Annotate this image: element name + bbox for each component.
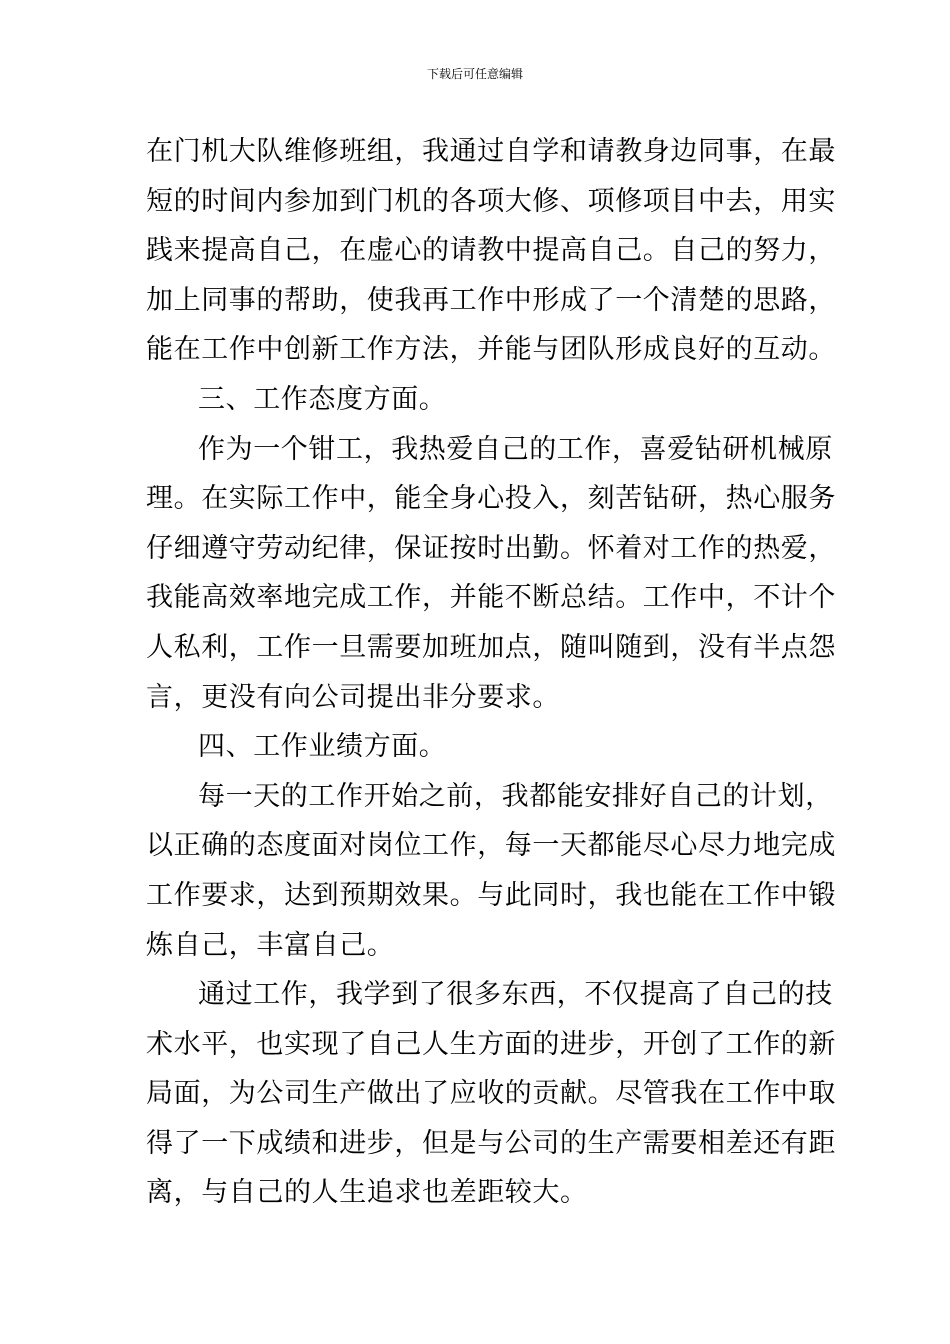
text-line: 仔细遵守劳动纪律，保证按时出勤。怀着对工作的热爱，: [146, 532, 836, 564]
text-line: 加上同事的帮助，使我再工作中形成了一个清楚的思路，: [146, 284, 836, 316]
text-line: 离，与自己的人生追求也差距较大。: [146, 1177, 588, 1209]
text-line: 短的时间内参加到门机的各项大修、项修项目中去，用实: [146, 185, 836, 217]
text-line: 理。在实际工作中，能全身心投入，刻苦钻研，热心服务: [146, 483, 836, 515]
text-line: 人私利，工作一旦需要加班加点，随叫随到，没有半点怨: [146, 631, 836, 663]
page-header-note: 下载后可任意编辑: [426, 67, 523, 81]
text-line: 通过工作，我学到了很多东西，不仅提高了自己的技: [198, 979, 833, 1011]
text-line: 炼自己，丰富自己。: [146, 929, 395, 961]
document-body: [146, 127, 836, 1218]
text-line: 术水平，也实现了自己人生方面的进步，开创了工作的新: [146, 1028, 836, 1060]
text-line: 得了一下成绩和进步，但是与公司的生产需要相差还有距: [146, 1127, 836, 1159]
text-line: 作为一个钳工，我热爱自己的工作，喜爱钻研机械原: [198, 433, 833, 465]
text-line: 在门机大队维修班组，我通过自学和请教身边同事，在最: [146, 136, 836, 167]
text-line: 局面，为公司生产做出了应收的贡献。尽管我在工作中取: [146, 1078, 836, 1110]
text-line: 每一天的工作开始之前，我都能安排好自己的计划，: [198, 780, 833, 812]
section-heading: 三、工作态度方面。: [198, 383, 447, 415]
text-line: 以正确的态度面对岗位工作，每一天都能尽心尽力地完成: [146, 830, 836, 862]
text-line: 践来提高自己，在虚心的请教中提高自己。自己的努力，: [146, 235, 836, 267]
text-line: 我能高效率地完成工作，并能不断总结。工作中，不计个: [146, 582, 836, 614]
text-line: 能在工作中创新工作方法，并能与团队形成良好的互动。: [146, 334, 836, 366]
section-heading: 四、工作业绩方面。: [198, 731, 447, 763]
text-line: 工作要求，达到预期效果。与此同时，我也能在工作中锻: [146, 879, 836, 911]
text-line: 言，更没有向公司提出非分要求。: [146, 681, 560, 713]
